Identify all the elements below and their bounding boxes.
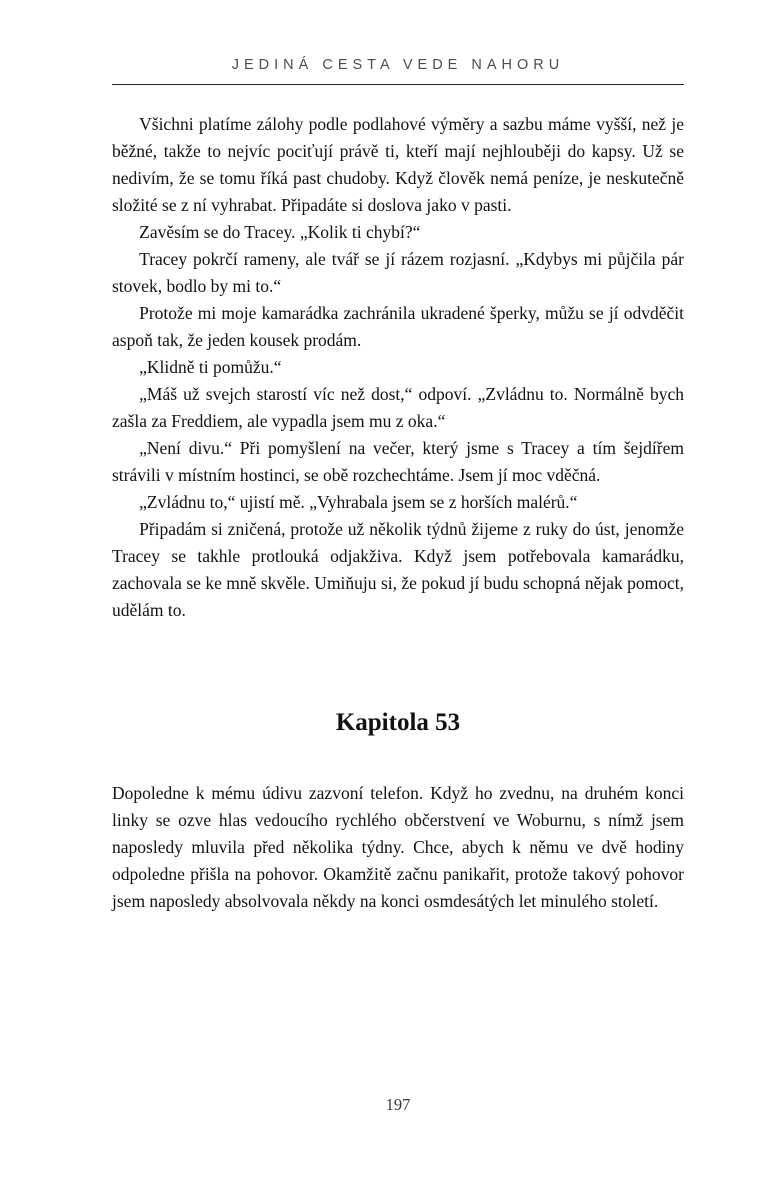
body-paragraph: Všichni platíme zálohy podle podlahové výměry a sazbu máme vyšší, než je běžné, takže to nejvíc pociťují právě ti, kteří mají nejhlouběji do kapsy. Už se nedivím, že se tomu říká past chudoby. Když člověk nemá peníze, je neskutečně složité se z ní vyhrabat. Připadáte si doslova jako v pasti. [112, 114, 684, 215]
body-paragraph: Dopoledne k mému údivu zazvoní telefon. Když ho zvednu, na druhém konci linky se ozve hlas vedoucího rychlého občerstvení ve Woburnu, s nímž jsem naposledy mluvila před několika týdny. Chce, abych k němu ve dvě hodiny odpoledne přišla na pohovor. Okamžitě začnu panikařit, protože takový pohovor jsem naposledy absolvovala někdy na konci osmdesátých let minulého století. [112, 783, 684, 911]
body-paragraph: Připadám si zničená, protože už několik týdnů žijeme z ruky do úst, jenomže Tracey se takhle protlouká odjakživa. Když jsem potřebovala kamarádku, zachovala se ke mně skvěle. Umiňuju si, že pokud jí budu schopná nějak pomoct, udělám to. [112, 519, 684, 620]
page-text [112, 111, 684, 915]
running-header-title: JEDINÁ CESTA VEDE NAHORU [231, 57, 565, 73]
body-paragraph: „Máš už svejch starostí víc než dost,“ odpoví. „Zvládnu to. Normálně bych zašla za Freddiem, ale vypadla jsem mu z oka.“ [112, 384, 684, 431]
body-paragraph: „Zvládnu to,“ ujistí mě. „Vyhrabala jsem se z horších malérů.“ [139, 492, 578, 512]
body-paragraph: Zavěsím se do Tracey. „Kolik ti chybí?“ [139, 222, 421, 242]
body-paragraph: „Klidně ti pomůžu.“ [139, 357, 282, 377]
body-paragraph: Protože mi moje kamarádka zachránila ukradené šperky, můžu se jí odvděčit aspoň tak, že jeden kousek prodám. [112, 303, 684, 350]
body-paragraph: Tracey pokrčí rameny, ale tvář se jí rázem rozjasní. „Kdybys mi půjčila pár stovek, bodlo by mi to.“ [112, 249, 684, 296]
body-paragraph: „Není divu.“ Při pomyšlení na večer, který jsme s Tracey a tím šejdířem strávili v místním hostinci, se obě rozchechtáme. Jsem jí moc vděčná. [112, 438, 684, 485]
chapter-heading: Kapitola 53 [335, 709, 461, 736]
page-number: 197 [385, 1095, 411, 1114]
running-header [112, 56, 684, 85]
